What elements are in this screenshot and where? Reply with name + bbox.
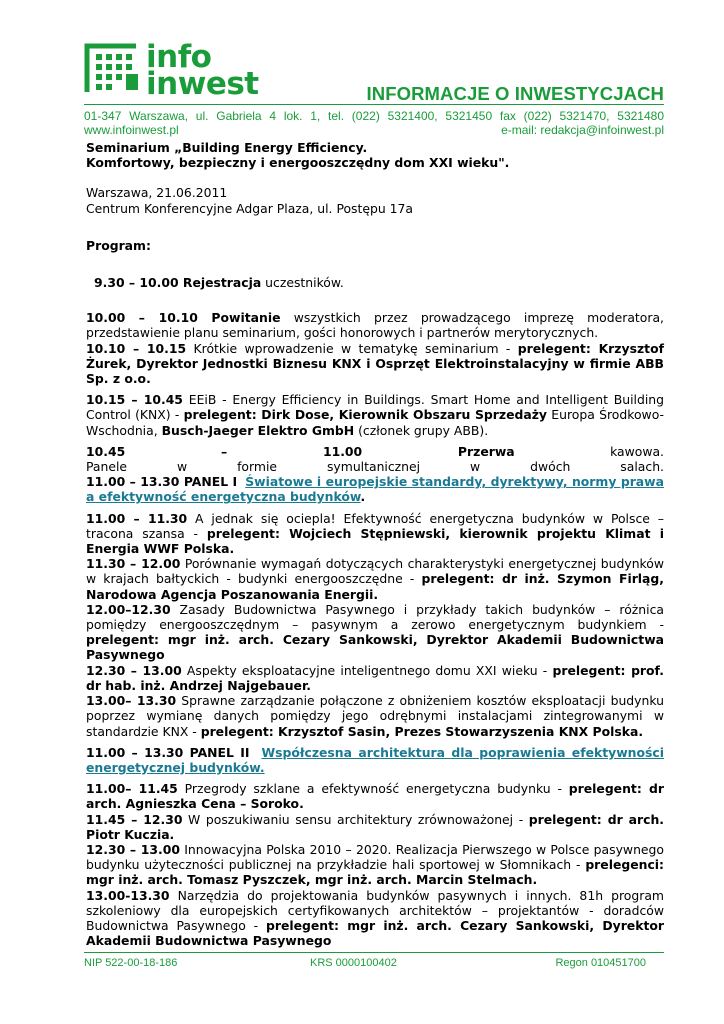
footer-rule (84, 952, 664, 953)
seminar-title-line1: Seminarium „Building Energy Efficiency. (86, 140, 368, 155)
agenda-p1a: 11.00 – 11.30 A jednak się ociepla! Efektywność energetyczna budynków w Polsce – tracona szansa - prelegent: Wojciech Stępniewski, kierownik projektu Klimat i Energia WWF Polska. (86, 510, 664, 557)
building-grid-logo-icon (84, 43, 142, 95)
logo-word-inwest: inwest (146, 66, 259, 102)
footer-krs: KRS 0000100402 (310, 957, 397, 969)
agenda-registration: 9.30 – 10.00 Rejestracja uczestników. (94, 275, 344, 291)
panel-1-title-link[interactable]: Światowe i europejskie standardy, dyrektywy, normy prawa a efektywność energetyczna budynków (86, 474, 664, 505)
agenda-p2b: 11.45 – 12.30 W poszukiwaniu sensu architektury zrównoważonej - prelegent: dr arch. Piotr Kuczia. (86, 811, 664, 842)
agenda-break: 10.45 – 11.00 Przerwa kawowa. (86, 443, 664, 459)
address-block (84, 109, 664, 137)
agenda-p1e: 13.00– 13.30 Sprawne zarządzanie połączone z obniżeniem kosztów eksploatacji budynku poprzez wymianę danych pomiędzy jego odrębnymi instalacjami zintegrowanymi w standardzie KNX - prelegent: Krzysztof Sasin, Prezes Stowarzyszenia KNX Polska. (86, 693, 664, 739)
agenda-panel-2: 11.00 – 13.30 PANEL II Współczesna architektura dla poprawienia efektywności energetycznej budynków. (86, 744, 664, 775)
panel-2-title-link[interactable]: Współczesna architektura dla poprawienia efektywności energetycznej budynków. (86, 744, 664, 775)
footer-regon: Regon 010451700 (555, 957, 646, 969)
agenda-panels-note: Panele w formie symultanicznej w dwóch salach. (86, 459, 664, 475)
header-rule (84, 104, 664, 105)
email-link[interactable]: e-mail: redakcja@infoinwest.pl (501, 123, 664, 137)
tagline: INFORMACJE O INWESTYCJACH (366, 83, 664, 104)
agenda-p2d: 13.00-13.30 Narzędzia do projektowania budynków pasywnych i innych. 81h program szkoleniowy dla europejskich certyfikowanych architektów – projektantów - doradców Budownictwa Pasywnego - prelegent: mgr inż. arch. Cezary Sankowski, Dyrektor Akademii Budownictwa Pasywnego (86, 887, 664, 949)
seminar-title-line2: Komfortowy, bezpieczny i energooszczędny dom XXI wieku". (86, 155, 510, 171)
agenda-panel-1: 11.00 – 13.30 PANEL I Światowe i europejskie standardy, dyrektywy, normy prawa a efektywność energetyczna budynków. (86, 474, 664, 505)
agenda-intro: 10.10 – 10.15 Krótkie wprowadzenie w tematykę seminarium - prelegent: Krzysztof Żurek, Dyrektor Jednostki Biznesu KNX i Osprzęt Elektroinstalacyjny w firmie ABB Sp. z o.o. (86, 340, 664, 387)
letterhead (84, 39, 664, 104)
website-link[interactable]: www.infoinwest.pl (84, 123, 179, 137)
agenda-p2c: 12.30 – 13.00 Innowacyjna Polska 2010 – 2020. Realizacja Pierwszego w Polsce pasywnego budynku użyteczności publicznej na przykładzie hali sportowej w Słomnikach - prelegenci: mgr inż. arch. Tomasz Pyszczek, mgr inż. arch. Marcin Stelmach. (86, 841, 664, 888)
venue: Centrum Konferencyjne Adgar Plaza, ul. Postępu 17a (86, 200, 414, 216)
agenda-p1d: 12.30 – 13.00 Aspekty eksploatacyjne inteligentnego domu XXI wieku - prelegent: prof. dr hab. inż. Andrzej Najgebauer. (86, 662, 664, 693)
place-date: Warszawa, 21.06.2011 (86, 185, 228, 201)
agenda-p1c: 12.00–12.30 Zasady Budownictwa Pasywnego i przykłady takich budynków – różnica pomiędzy energooszczędnym – pasywnym a zerowo energetycznym budynkiem - prelegent: mgr inż. arch. Cezary Sankowski, Dyrektor Akademii Budownictwa Pasywnego (86, 601, 664, 663)
document-body (86, 140, 664, 948)
agenda-p1b: 11.30 – 12.00 Porównanie wymagań dotyczących charakterystyki energetycznej budynków w krajach bałtyckich - budynki energooszczędne - prelegent: dr inż. Szymon Firląg, Narodowa Agencja Poszanowania Energii. (86, 556, 664, 602)
logo-word-info: info (146, 39, 212, 75)
agenda-welcome: 10.00 – 10.10 Powitanie wszystkich przez prowadzącego imprezę moderatora, przedstawienie planu seminarium, gości honorowych i partnerów merytorycznych. (86, 310, 664, 341)
agenda-p2a: 11.00– 11.45 Przegrody szklane a efektywność energetyczna budynku - prelegent: dr arch. Agnieszka Cena – Soroko. (86, 781, 664, 812)
program-label: Program: (86, 237, 151, 253)
footer-nip: NIP 522-00-18-186 (84, 957, 178, 969)
agenda-eeib: 10.15 – 10.45 EEiB - Energy Efficiency in Buildings. Smart Home and Intelligent Building Control (KNX) - prelegent: Dirk Dose, Kierownik Obszaru Sprzedaży Europa Środkowo-Wschodnia, Busch-Jaeger Elektro GmbH (członek grupy ABB). (86, 392, 664, 438)
address-line: 01-347 Warszawa, ul. Gabriela 4 lok. 1, tel. (022) 5321400, 5321450 fax (022) 5321470, 5321480 (84, 109, 664, 123)
